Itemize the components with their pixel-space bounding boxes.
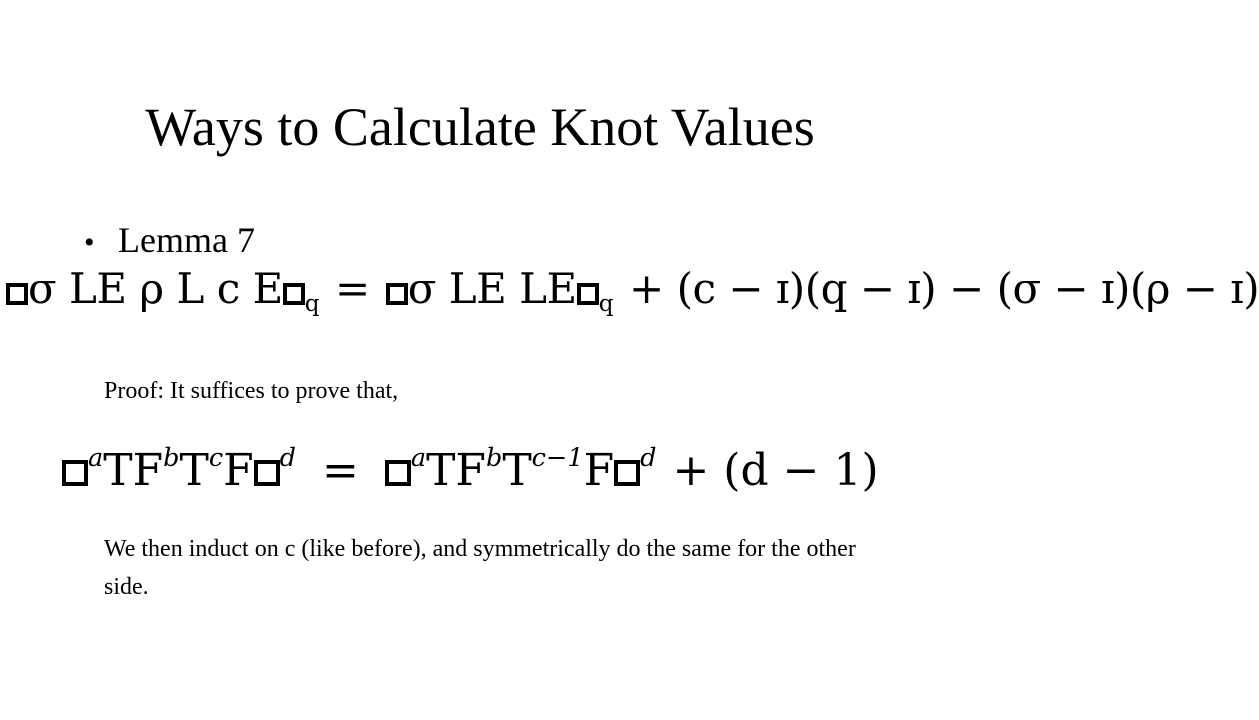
empty-box-glyph (6, 283, 28, 305)
t-term: T (179, 445, 209, 497)
empty-box-glyph (62, 460, 88, 486)
exponent-b: b (485, 443, 503, 473)
empty-box-glyph (254, 460, 280, 486)
lemma-label: Lemma 7 (118, 220, 255, 260)
exponent-d: d (279, 443, 296, 473)
proof-conclusion: We then induct on c (like before), and symmetrically do the same for the other side. (104, 536, 856, 600)
slide-title: Ways to Calculate Knot Values (145, 97, 815, 157)
exponent-a: a (410, 443, 427, 473)
empty-box-glyph (283, 283, 305, 305)
proof-equation: $^aTF^bT^cF$ $^d = ^aTF^bT^{c-1}F$ $^d$ + (d − 1) (62, 446, 879, 493)
proof-intro: Proof: It suffices to prove that, (104, 378, 399, 404)
empty-box-glyph (386, 283, 408, 305)
proof-plus-term: + (d − 1) (672, 445, 879, 497)
f-term: F (223, 445, 254, 497)
lemma-bullet (84, 218, 255, 265)
t-term: T (502, 445, 532, 497)
exponent-c: c (208, 443, 224, 473)
lemma-rhs-end: q (598, 291, 614, 318)
tf-term: TF (426, 445, 486, 497)
exponent-d: d (640, 443, 657, 473)
exponent-c-minus-1: c−1 (531, 443, 584, 473)
lemma-rhs-tail: σ LE LE (407, 264, 577, 313)
bullet-dot-icon: • (84, 226, 95, 259)
empty-box-glyph (385, 460, 411, 486)
lemma-plus-term: + (c − ɪ)(q − ɪ) − (σ − ɪ)(ρ − ɪ) (629, 264, 1259, 313)
exponent-a: a (88, 443, 104, 473)
tf-term: TF (103, 445, 164, 497)
lemma-equation: σ LE ρ L c E $_q$ = σ LE LE $_q$ + (c − ɪ)(q − ɪ) − (σ − ɪ)(ρ − ɪ) (6, 268, 1259, 316)
f-term: F (583, 445, 615, 497)
empty-box-glyph (577, 283, 599, 305)
lemma-lhs-tail: σ LE ρ L c E (28, 264, 283, 313)
exponent-b: b (163, 443, 180, 473)
empty-box-glyph (614, 460, 640, 486)
lemma-lhs-end: q (304, 291, 320, 318)
